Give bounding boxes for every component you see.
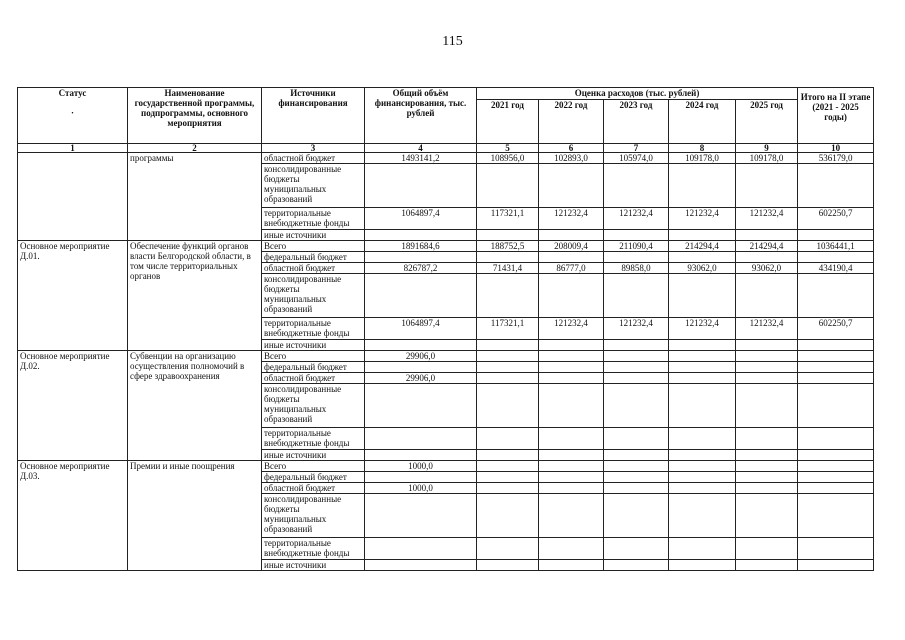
value-cell: 1064897,4: [365, 208, 477, 230]
source-label: иные источники: [262, 450, 365, 461]
name-cell: Обеспечение функций органов власти Белгородской области, в том числе территориальных органов: [128, 241, 262, 351]
header-2021: 2021 год: [477, 100, 539, 144]
source-label: консолидированные бюджеты муниципальных образований: [262, 274, 365, 318]
status-cell: Основное мероприятие Д.01.: [18, 241, 128, 351]
value-cell: 1000,0: [365, 483, 477, 494]
source-label: иные источники: [262, 230, 365, 241]
value-cell: 109178,0: [736, 153, 798, 164]
value-cell: 117321,1: [477, 208, 539, 230]
col-num: 3: [262, 144, 365, 153]
value-cell: 121232,4: [604, 208, 669, 230]
source-label: консолидированные бюджеты муниципальных образований: [262, 164, 365, 208]
value-cell: 109178,0: [669, 153, 736, 164]
value-cell: 536179,0: [798, 153, 874, 164]
source-label: федеральный бюджет: [262, 472, 365, 483]
status-cell: Основное мероприятие Д.03.: [18, 461, 128, 571]
col-num: 10: [798, 144, 874, 153]
source-label: территориальные внебюджетные фонды: [262, 428, 365, 450]
value-cell: 602250,7: [798, 318, 874, 340]
col-num: 8: [669, 144, 736, 153]
value-cell: 121232,4: [539, 208, 604, 230]
source-label: территориальные внебюджетные фонды: [262, 538, 365, 560]
header-name: Наименование государственной программы, подпрограммы, основного мероприятия: [128, 88, 262, 144]
value-cell: 214294,4: [669, 241, 736, 252]
header-itogo: Итого на II этапе (2021 - 2025 годы): [798, 88, 874, 144]
source-label: иные источники: [262, 560, 365, 571]
value-cell: 93062,0: [736, 263, 798, 274]
value-cell: 121232,4: [669, 318, 736, 340]
value-cell: 434190,4: [798, 263, 874, 274]
value-cell: 89858,0: [604, 263, 669, 274]
header-2023: 2023 год: [604, 100, 669, 144]
header-2024: 2024 год: [669, 100, 736, 144]
table-row: [18, 153, 874, 164]
source-label: консолидированные бюджеты муниципальных образований: [262, 494, 365, 538]
source-label: иные источники: [262, 340, 365, 351]
header-total: Общий объём финансирования, тыс. рублей: [365, 88, 477, 144]
source-label: областной бюджет: [262, 483, 365, 494]
header-sources: Источники финансирования: [262, 88, 365, 144]
header-2022: 2022 год: [539, 100, 604, 144]
col-num: 2: [128, 144, 262, 153]
value-cell: 71431,4: [477, 263, 539, 274]
value-cell: 826787,2: [365, 263, 477, 274]
value-cell: 1036441,1: [798, 241, 874, 252]
value-cell: 1891684,6: [365, 241, 477, 252]
source-label: областной бюджет: [262, 153, 365, 164]
col-num: 6: [539, 144, 604, 153]
source-label: территориальные внебюджетные фонды: [262, 318, 365, 340]
value-cell: 121232,4: [604, 318, 669, 340]
value-cell: 211090,4: [604, 241, 669, 252]
col-num: 1: [18, 144, 128, 153]
source-label: Всего: [262, 241, 365, 252]
header-estimate: Оценка расходов (тыс. рублей): [477, 88, 798, 100]
col-num: 5: [477, 144, 539, 153]
table-row: [18, 351, 874, 362]
value-cell: 93062,0: [669, 263, 736, 274]
value-cell: 29906,0: [365, 351, 477, 362]
value-cell: 208009,4: [539, 241, 604, 252]
name-cell: программы: [128, 153, 262, 241]
source-label: областной бюджет: [262, 263, 365, 274]
financing-table: [17, 87, 874, 571]
value-cell: 29906,0: [365, 373, 477, 384]
source-label: консолидированные бюджеты муниципальных образований: [262, 384, 365, 428]
source-label: территориальные внебюджетные фонды: [262, 208, 365, 230]
value-cell: 1064897,4: [365, 318, 477, 340]
column-number-row: [18, 144, 874, 153]
value-cell: 117321,1: [477, 318, 539, 340]
header-status: Статус ·: [18, 88, 128, 144]
name-cell: Премии и иные поощрения: [128, 461, 262, 571]
value-cell: 121232,4: [669, 208, 736, 230]
value-cell: 121232,4: [736, 208, 798, 230]
source-label: федеральный бюджет: [262, 362, 365, 373]
table-row: [18, 461, 874, 472]
header-2025: 2025 год: [736, 100, 798, 144]
value-cell: 214294,4: [736, 241, 798, 252]
value-cell: 102893,0: [539, 153, 604, 164]
value-cell: 188752,5: [477, 241, 539, 252]
value-cell: 1000,0: [365, 461, 477, 472]
value-cell: 121232,4: [736, 318, 798, 340]
value-cell: 105974,0: [604, 153, 669, 164]
col-num: 9: [736, 144, 798, 153]
value-cell: 121232,4: [539, 318, 604, 340]
source-label: Всего: [262, 461, 365, 472]
name-cell: Субвенции на организацию осуществления полномочий в сфере здравоохранения: [128, 351, 262, 461]
status-cell: Основное мероприятие Д.02.: [18, 351, 128, 461]
source-label: Всего: [262, 351, 365, 362]
status-cell: [18, 153, 128, 241]
page-number: 115: [442, 34, 463, 49]
table-row: [18, 241, 874, 252]
value-cell: 86777,0: [539, 263, 604, 274]
value-cell: 108956,0: [477, 153, 539, 164]
col-num: 4: [365, 144, 477, 153]
value-cell: 602250,7: [798, 208, 874, 230]
source-label: федеральный бюджет: [262, 252, 365, 263]
source-label: областной бюджет: [262, 373, 365, 384]
value-cell: 1493141,2: [365, 153, 477, 164]
col-num: 7: [604, 144, 669, 153]
